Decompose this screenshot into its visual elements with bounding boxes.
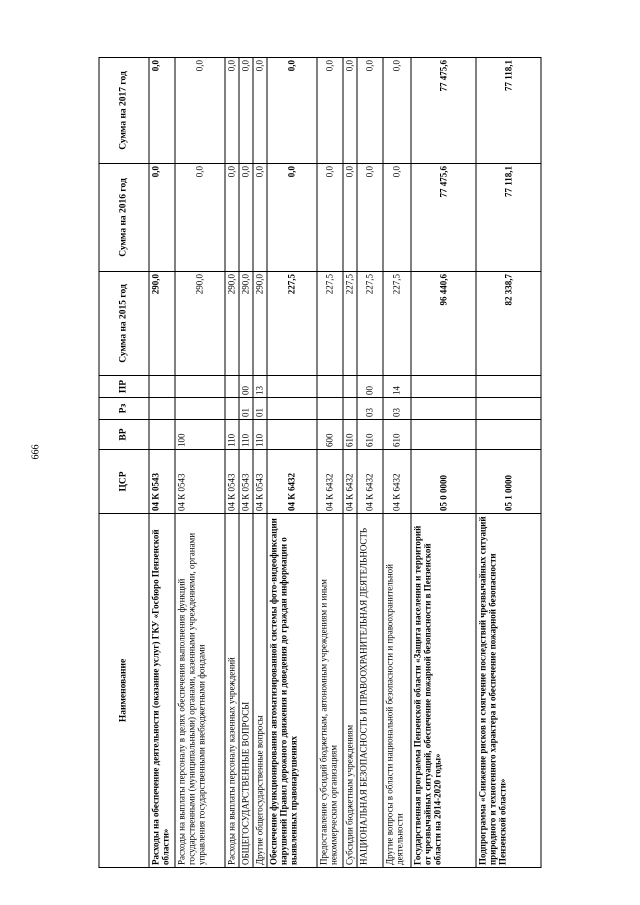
table-row xyxy=(317,58,343,868)
header-csr: ЦСР xyxy=(99,450,149,514)
cell-sum-2017: 0,0 xyxy=(343,58,357,164)
cell-vr xyxy=(267,420,317,450)
table-row xyxy=(225,58,239,868)
header-rz: Рз xyxy=(99,398,149,420)
cell-sum-2017: 0,0 xyxy=(149,58,175,164)
cell-sum-2015: 290,0 xyxy=(175,272,225,376)
cell-sum-2015: 96 440,6 xyxy=(411,272,476,376)
cell-name: ОБЩЕГОСУДАРСТВЕННЫЕ ВОПРОСЫ xyxy=(239,514,253,868)
cell-sum-2015: 82 338,7 xyxy=(476,272,541,376)
cell-sum-2016: 0,0 xyxy=(149,164,175,272)
cell-name: Другие общегосударственные вопросы xyxy=(253,514,267,868)
table-row xyxy=(411,58,476,868)
cell-csr: 04 К 6432 xyxy=(317,450,343,514)
cell-sum-2016: 0,0 xyxy=(253,164,267,272)
cell-name: Другие вопросы в области национальной безопасности и правоохранительной деятельности xyxy=(383,514,411,868)
cell-sum-2016: 0,0 xyxy=(343,164,357,272)
cell-sum-2016: 0,0 xyxy=(267,164,317,272)
cell-sum-2017: 0,0 xyxy=(175,58,225,164)
table-row xyxy=(476,58,541,868)
cell-csr: 04 К 6432 xyxy=(343,450,357,514)
table-header-row xyxy=(99,58,149,868)
table-row xyxy=(239,58,253,868)
cell-vr: 100 xyxy=(175,420,225,450)
cell-csr: 05 1 0000 xyxy=(476,450,541,514)
cell-sum-2016: 0,0 xyxy=(175,164,225,272)
cell-sum-2016: 77 118,1 xyxy=(476,164,541,272)
cell-rz xyxy=(225,398,239,420)
cell-sum-2017: 0,0 xyxy=(357,58,383,164)
cell-name: Государственная программа Пензенской области «Защита населения и территорий от чрезвычайных ситуаций, обеспечение пожарной безопасности в Пензенской области на 2014-2020 годы» xyxy=(411,514,476,868)
cell-rz xyxy=(476,398,541,420)
table-row xyxy=(267,58,317,868)
cell-pr: 00 xyxy=(357,376,383,398)
page-number: 666 xyxy=(30,444,42,460)
cell-vr xyxy=(411,420,476,450)
cell-vr: 610 xyxy=(383,420,411,450)
cell-csr: 04 К 0543 xyxy=(149,450,175,514)
cell-sum-2015: 227,5 xyxy=(343,272,357,376)
header-sum-2016: Сумма на 2016 год xyxy=(99,164,149,272)
cell-sum-2016: 0,0 xyxy=(317,164,343,272)
cell-sum-2017: 77 475,6 xyxy=(411,58,476,164)
cell-vr: 600 xyxy=(317,420,343,450)
cell-rz xyxy=(267,398,317,420)
header-name: Наименование xyxy=(99,514,149,868)
cell-name: Подпрограмма «Снижение рисков и смягчение последствий чрезвычайных ситуаций природного и техногенного характера и обеспечение пожарной безопасности Пензенской области» xyxy=(476,514,541,868)
cell-sum-2015: 227,5 xyxy=(267,272,317,376)
cell-name: Расходы на выплаты персоналу казенных учреждений xyxy=(225,514,239,868)
cell-rz xyxy=(175,398,225,420)
cell-name: Субсидии бюджетным учреждениям xyxy=(343,514,357,868)
cell-pr xyxy=(149,376,175,398)
cell-vr xyxy=(476,420,541,450)
cell-csr: 05 0 0000 xyxy=(411,450,476,514)
cell-vr: 610 xyxy=(343,420,357,450)
cell-pr xyxy=(225,376,239,398)
cell-rz: 01 xyxy=(239,398,253,420)
cell-pr xyxy=(267,376,317,398)
table-row xyxy=(383,58,411,868)
cell-name: Расходы на обеспечение деятельности (оказание услуг) ГКУ «Госбюро Пензенской области» xyxy=(149,514,175,868)
cell-sum-2015: 290,0 xyxy=(149,272,175,376)
budget-table xyxy=(99,57,542,868)
cell-rz xyxy=(343,398,357,420)
cell-name: Обеспечение функционирования автоматизированной системы фото-видеофиксации нарушений Правил дорожного движения и доведения до граждан информации о выявленных правонарушениях xyxy=(267,514,317,868)
cell-csr: 04 К 0543 xyxy=(253,450,267,514)
cell-sum-2016: 77 475,6 xyxy=(411,164,476,272)
cell-vr: 110 xyxy=(225,420,239,450)
cell-name: Расходы на выплаты персоналу в целях обеспечения выполнения функций государственными (муниципальными) органами, казенными учреждениями, органами управления государственными внебюджетными фондами xyxy=(175,514,225,868)
table-row xyxy=(343,58,357,868)
cell-csr: 04 К 0543 xyxy=(239,450,253,514)
cell-csr: 04 К 0543 xyxy=(175,450,225,514)
cell-rz xyxy=(317,398,343,420)
cell-rz xyxy=(149,398,175,420)
cell-sum-2015: 290,0 xyxy=(239,272,253,376)
cell-sum-2016: 0,0 xyxy=(357,164,383,272)
table-row xyxy=(175,58,225,868)
cell-sum-2015: 227,5 xyxy=(357,272,383,376)
cell-sum-2017: 77 118,1 xyxy=(476,58,541,164)
cell-rz: 03 xyxy=(383,398,411,420)
cell-sum-2017: 0,0 xyxy=(317,58,343,164)
table-row xyxy=(357,58,383,868)
cell-name: Предоставление субсидий бюджетным, автономным учреждениям и иным некоммерческим организациям xyxy=(317,514,343,868)
cell-csr: 04 К 0543 xyxy=(225,450,239,514)
cell-rz: 01 xyxy=(253,398,267,420)
cell-pr xyxy=(343,376,357,398)
cell-pr: 14 xyxy=(383,376,411,398)
header-sum-2015: Сумма на 2015 год xyxy=(99,272,149,376)
cell-csr: 04 К 6432 xyxy=(267,450,317,514)
cell-csr: 04 К 6432 xyxy=(383,450,411,514)
cell-vr: 610 xyxy=(357,420,383,450)
table-row xyxy=(253,58,267,868)
cell-pr: 13 xyxy=(253,376,267,398)
cell-pr xyxy=(476,376,541,398)
cell-vr xyxy=(149,420,175,450)
rotated-page-content xyxy=(99,58,542,868)
cell-sum-2015: 290,0 xyxy=(253,272,267,376)
cell-sum-2016: 0,0 xyxy=(239,164,253,272)
cell-pr xyxy=(317,376,343,398)
cell-rz: 03 xyxy=(357,398,383,420)
cell-pr: 00 xyxy=(239,376,253,398)
cell-sum-2015: 227,5 xyxy=(383,272,411,376)
cell-sum-2016: 0,0 xyxy=(383,164,411,272)
cell-vr: 110 xyxy=(239,420,253,450)
cell-csr: 04 К 6432 xyxy=(357,450,383,514)
cell-rz xyxy=(411,398,476,420)
header-sum-2017: Сумма на 2017 год xyxy=(99,58,149,164)
header-pr: ПР xyxy=(99,376,149,398)
header-vr: ВР xyxy=(99,420,149,450)
cell-sum-2017: 0,0 xyxy=(239,58,253,164)
cell-sum-2017: 0,0 xyxy=(267,58,317,164)
cell-vr: 110 xyxy=(253,420,267,450)
cell-sum-2017: 0,0 xyxy=(253,58,267,164)
cell-pr xyxy=(411,376,476,398)
cell-pr xyxy=(175,376,225,398)
cell-sum-2015: 290,0 xyxy=(225,272,239,376)
cell-sum-2017: 0,0 xyxy=(383,58,411,164)
cell-sum-2016: 0,0 xyxy=(225,164,239,272)
cell-sum-2017: 0,0 xyxy=(225,58,239,164)
cell-name: НАЦИОНАЛЬНАЯ БЕЗОПАСНОСТЬ И ПРАВООХРАНИТЕЛЬНАЯ ДЕЯТЕЛЬНОСТЬ xyxy=(357,514,383,868)
table-row xyxy=(149,58,175,868)
cell-sum-2015: 227,5 xyxy=(317,272,343,376)
